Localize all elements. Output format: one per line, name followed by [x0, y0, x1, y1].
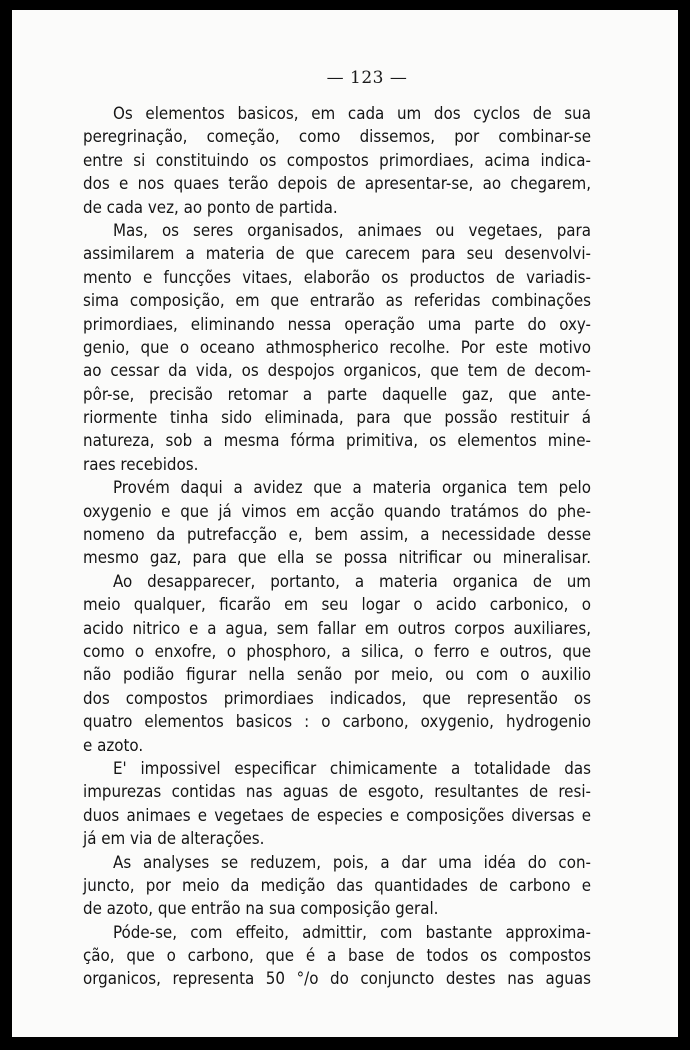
text-line: ção, que o carbono, que é a base de todos os compostos — [83, 945, 591, 966]
text-line: dos compostos primordiaes indicados, que representão os — [83, 687, 591, 708]
text-line: de azoto, que entrão na sua composição geral. — [83, 898, 439, 919]
text-line: duos animaes e vegetaes de especies e composições diversas e — [83, 804, 591, 825]
text-line: organicos, representa 50 °/o do conjuncto destes nas aguas — [83, 968, 591, 989]
text-line: Póde-se, com effeito, admittir, com bastante approxima- — [113, 921, 591, 942]
text-line: sima composição, em que entrarão as referidas combinações — [83, 290, 591, 311]
text-line: meio qualquer, ficarão em seu logar o acido carbonico, o — [83, 594, 591, 615]
text-line: Mas, os seres organisados, animaes ou vegetaes, para — [113, 219, 591, 240]
text-line: acido nitrico e a agua, sem fallar em outros corpos auxiliares, — [83, 617, 591, 638]
text-line: raes recebidos. — [83, 453, 199, 474]
text-line: entre si constituindo os compostos primordiaes, acima indica- — [83, 149, 591, 170]
text-line: mesmo gaz, para que ella se possa nitrificar ou mineralisar. — [83, 547, 591, 568]
text-line: As analyses se reduzem, pois, a dar uma idéa do con- — [113, 851, 591, 872]
text-line: Os elementos basicos, em cada um dos cyclos de sua — [113, 103, 591, 123]
text-line: mento e funcções vitaes, elaborão os productos de variadis- — [83, 266, 591, 287]
body-text — [83, 102, 591, 991]
text-line: Ao desapparecer, portanto, a materia organica de um — [113, 570, 591, 591]
text-line: juncto, por meio da medição das quantidades de carbono e — [83, 874, 591, 895]
text-line: genio, que o oceano athmospherico recolhe. Por este motivo — [83, 336, 591, 357]
text-line: oxygenio e que já vimos em acção quando tratámos do phe- — [83, 500, 591, 521]
page-number: — 123 — — [326, 68, 408, 88]
text-line: não podião figurar nella senão por meio, ou com o auxilio — [83, 664, 591, 685]
text-line: pôr-se, precisão retomar a parte daquelle gaz, que ante- — [83, 383, 591, 404]
book-page — [12, 10, 678, 1037]
text-line: E' impossivel especificar chimicamente a totalidade das — [113, 757, 591, 778]
text-line: nomeno da putrefacção e, bem assim, a necessidade desse — [83, 524, 591, 545]
text-line: assimilarem a materia de que carecem para seu desenvolvi- — [83, 243, 591, 264]
text-line: riormente tinha sido eliminada, para que possão restituir á — [83, 407, 591, 428]
text-line: dos e nos quaes terão depois de apresentar-se, ao chegarem, — [83, 173, 591, 194]
text-line: impurezas contidas nas aguas de esgoto, resultantes de resi- — [83, 781, 591, 802]
text-line: Provém daqui a avidez que a materia organica tem pelo — [113, 477, 591, 498]
text-line: ao cessar da vida, os despojos organicos, que tem de decom- — [83, 360, 591, 381]
text-line: primordiaes, eliminando nessa operação uma parte do oxy- — [83, 313, 591, 334]
text-line: como o enxofre, o phosphoro, a silica, o ferro e outros, que — [83, 640, 591, 661]
text-line: peregrinação, começão, como dissemos, por combinar-se — [83, 126, 591, 147]
text-line: já em via de alterações. — [83, 828, 265, 849]
text-line: natureza, sob a mesma fórma primitiva, os elementos mine- — [83, 430, 591, 451]
text-line: quatro elementos basicos : o carbono, oxygenio, hydrogenio — [83, 711, 591, 732]
text-line: e azoto. — [83, 734, 144, 755]
text-line: de cada vez, ao ponto de partida. — [83, 196, 338, 217]
